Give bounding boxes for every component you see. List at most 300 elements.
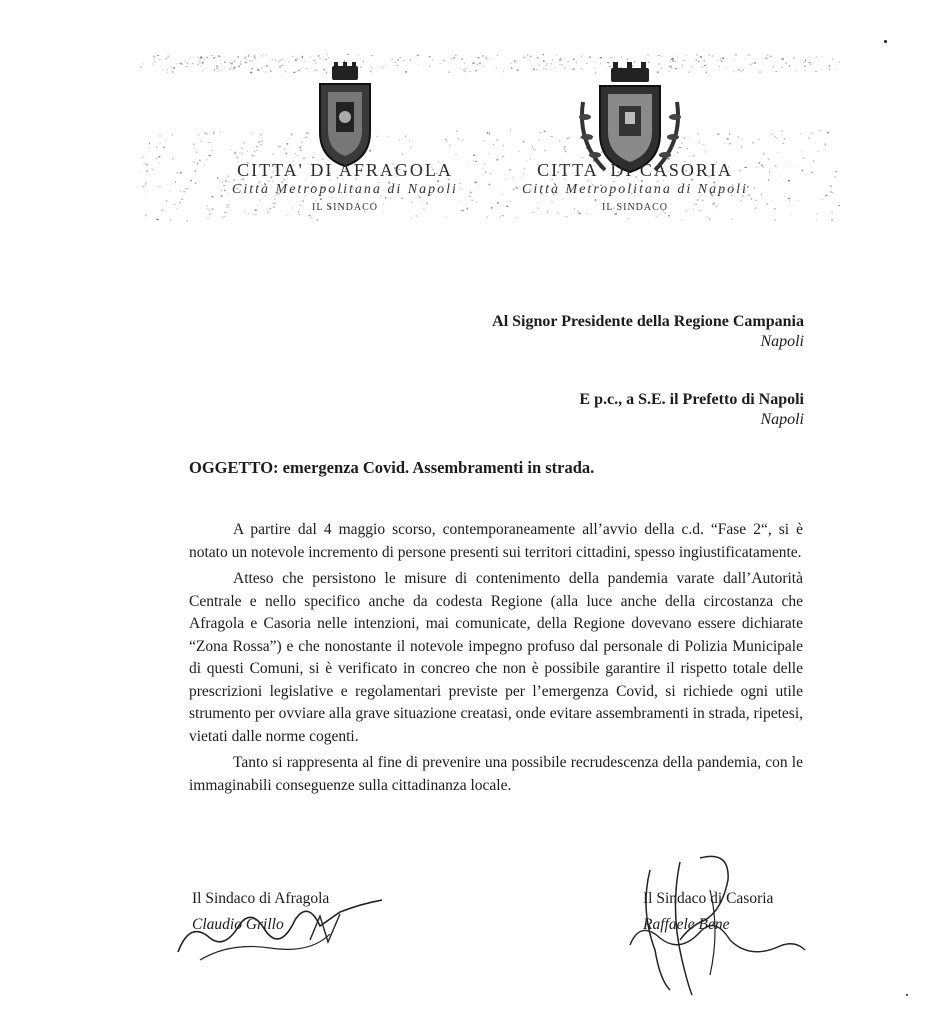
casoria-metro: Città Metropolitana di Napoli bbox=[522, 182, 748, 197]
noise-dot bbox=[225, 216, 226, 217]
noise-dot bbox=[150, 175, 151, 176]
noise-dot bbox=[537, 57, 538, 59]
noise-dot bbox=[357, 55, 359, 56]
noise-dot bbox=[230, 62, 231, 64]
noise-dot bbox=[429, 56, 431, 57]
noise-dot bbox=[700, 56, 702, 58]
noise-dot bbox=[143, 186, 144, 187]
noise-dot bbox=[774, 208, 775, 209]
noise-dot bbox=[464, 63, 465, 64]
noise-dot bbox=[482, 55, 484, 57]
noise-dot bbox=[658, 55, 660, 56]
noise-dot bbox=[197, 163, 198, 164]
noise-dot bbox=[403, 60, 404, 61]
noise-dot bbox=[280, 60, 281, 61]
noise-dot bbox=[450, 145, 451, 147]
noise-dot bbox=[251, 133, 253, 134]
noise-dot bbox=[615, 213, 617, 215]
noise-dot bbox=[200, 63, 201, 64]
noise-dot bbox=[243, 143, 245, 144]
noise-dot bbox=[405, 71, 407, 73]
noise-dot bbox=[314, 60, 316, 62]
noise-dot bbox=[567, 138, 568, 139]
noise-dot bbox=[489, 133, 490, 135]
noise-dot bbox=[487, 216, 488, 218]
noise-dot bbox=[709, 219, 710, 220]
noise-dot bbox=[405, 135, 406, 137]
noise-dot bbox=[213, 132, 214, 134]
noise-dot bbox=[261, 134, 262, 136]
noise-dot bbox=[543, 60, 545, 62]
noise-dot bbox=[202, 62, 204, 64]
noise-dot bbox=[543, 54, 545, 55]
noise-dot bbox=[497, 202, 499, 204]
noise-dot bbox=[725, 68, 726, 69]
noise-dot bbox=[463, 69, 465, 70]
noise-dot bbox=[693, 155, 695, 156]
noise-dot bbox=[165, 140, 166, 141]
noise-dot bbox=[546, 70, 548, 71]
noise-dot bbox=[804, 65, 805, 67]
noise-dot bbox=[189, 59, 191, 60]
noise-dot bbox=[278, 146, 280, 148]
noise-dot bbox=[318, 55, 320, 57]
recipient-name: E p.c., a S.E. il Prefetto di Napoli bbox=[579, 391, 804, 408]
noise-dot bbox=[445, 139, 447, 140]
noise-dot bbox=[152, 169, 154, 171]
noise-dot bbox=[805, 70, 807, 71]
noise-dot bbox=[308, 215, 310, 216]
noise-dot bbox=[204, 164, 205, 165]
noise-dot bbox=[692, 156, 693, 157]
noise-dot bbox=[200, 66, 201, 67]
noise-dot bbox=[298, 70, 300, 71]
noise-dot bbox=[170, 190, 171, 192]
noise-dot bbox=[704, 60, 705, 61]
noise-dot bbox=[327, 54, 328, 55]
noise-dot bbox=[490, 173, 492, 174]
noise-dot bbox=[797, 200, 798, 201]
noise-dot bbox=[172, 72, 173, 73]
noise-dot bbox=[249, 60, 250, 61]
noise-dot bbox=[256, 150, 257, 151]
noise-dot bbox=[815, 71, 817, 72]
noise-dot bbox=[729, 133, 730, 134]
noise-dot bbox=[265, 71, 266, 72]
noise-dot bbox=[154, 61, 156, 62]
noise-dot bbox=[516, 61, 517, 62]
noise-dot bbox=[709, 54, 710, 56]
noise-dot bbox=[273, 153, 274, 154]
noise-dot bbox=[628, 218, 630, 219]
casoria-mayor-label: IL SINDACO bbox=[601, 202, 668, 213]
noise-dot bbox=[831, 219, 833, 220]
noise-dot bbox=[246, 56, 247, 58]
noise-dot bbox=[231, 149, 232, 150]
noise-dot bbox=[181, 63, 183, 64]
noise-dot bbox=[734, 60, 735, 61]
noise-dot bbox=[775, 165, 777, 166]
noise-dot bbox=[824, 149, 825, 150]
noise-dot bbox=[211, 150, 212, 151]
noise-dot bbox=[443, 60, 445, 61]
noise-dot bbox=[702, 66, 703, 68]
noise-dot bbox=[721, 60, 722, 62]
noise-dot bbox=[214, 70, 215, 71]
noise-dot bbox=[511, 67, 513, 69]
noise-dot bbox=[795, 71, 796, 72]
noise-dot bbox=[568, 61, 570, 62]
noise-dot bbox=[832, 192, 833, 193]
noise-dot bbox=[190, 180, 192, 181]
noise-dot bbox=[776, 138, 777, 139]
noise-dot bbox=[238, 56, 239, 58]
noise-dot bbox=[198, 134, 199, 135]
noise-dot bbox=[537, 69, 538, 70]
noise-dot bbox=[176, 172, 178, 173]
noise-dot bbox=[683, 60, 685, 61]
noise-dot bbox=[284, 65, 285, 67]
noise-dot bbox=[780, 175, 781, 176]
noise-dot bbox=[186, 220, 188, 222]
noise-dot bbox=[254, 151, 255, 153]
noise-dot bbox=[211, 55, 213, 56]
noise-dot bbox=[157, 55, 159, 56]
noise-dot bbox=[741, 71, 743, 72]
noise-dot bbox=[326, 60, 327, 61]
noise-dot bbox=[483, 66, 484, 67]
noise-dot bbox=[551, 69, 552, 70]
noise-dot bbox=[240, 61, 241, 62]
noise-dot bbox=[218, 55, 220, 57]
noise-dot bbox=[216, 65, 218, 67]
noise-dot bbox=[292, 56, 293, 57]
noise-dot bbox=[153, 56, 155, 57]
noise-dot bbox=[252, 155, 254, 156]
noise-dot bbox=[813, 160, 814, 161]
noise-dot bbox=[746, 59, 747, 60]
noise-dot bbox=[821, 69, 822, 70]
noise-dot bbox=[146, 164, 148, 166]
noise-dot bbox=[207, 205, 208, 206]
noise-dot bbox=[173, 67, 175, 68]
noise-dot bbox=[712, 55, 714, 56]
noise-dot bbox=[559, 140, 560, 141]
noise-dot bbox=[233, 68, 235, 69]
noise-dot bbox=[165, 58, 167, 60]
noise-dot bbox=[566, 216, 568, 217]
noise-dot bbox=[245, 57, 246, 59]
noise-dot bbox=[816, 219, 817, 220]
handwritten-signature-casoria bbox=[610, 850, 810, 1000]
noise-dot bbox=[822, 56, 823, 58]
noise-dot bbox=[540, 132, 542, 133]
noise-dot bbox=[462, 140, 463, 141]
noise-dot bbox=[530, 64, 531, 65]
noise-dot bbox=[502, 156, 504, 158]
noise-dot bbox=[484, 163, 486, 164]
noise-dot bbox=[534, 149, 536, 150]
noise-dot bbox=[231, 68, 232, 69]
noise-dot bbox=[812, 133, 813, 134]
noise-dot bbox=[299, 147, 301, 149]
noise-dot bbox=[299, 214, 300, 215]
noise-dot bbox=[146, 171, 148, 172]
noise-dot bbox=[250, 72, 252, 74]
noise-dot bbox=[261, 55, 263, 56]
noise-dot bbox=[731, 219, 733, 220]
noise-dot bbox=[702, 144, 704, 145]
noise-dot bbox=[544, 131, 546, 132]
noise-dot bbox=[743, 69, 744, 71]
noise-dot bbox=[491, 207, 492, 209]
noise-dot bbox=[587, 213, 588, 214]
noise-dot bbox=[647, 55, 648, 56]
noise-dot bbox=[162, 210, 164, 211]
noise-dot bbox=[827, 132, 829, 134]
letter-body bbox=[189, 519, 803, 801]
noise-dot bbox=[402, 154, 403, 155]
noise-dot bbox=[302, 142, 303, 143]
noise-dot bbox=[460, 69, 461, 70]
noise-dot bbox=[770, 61, 771, 62]
noise-dot bbox=[245, 62, 247, 63]
noise-dot bbox=[156, 158, 158, 159]
noise-dot bbox=[262, 67, 263, 68]
noise-dot bbox=[688, 138, 689, 139]
noise-dot bbox=[224, 67, 225, 68]
noise-dot bbox=[550, 64, 552, 65]
noise-dot bbox=[154, 57, 155, 59]
noise-dot bbox=[800, 133, 801, 134]
noise-dot bbox=[144, 163, 145, 164]
noise-dot bbox=[772, 200, 773, 201]
noise-dot bbox=[284, 148, 285, 149]
noise-dot bbox=[222, 217, 223, 219]
noise-dot bbox=[788, 180, 790, 182]
noise-dot bbox=[748, 54, 750, 55]
noise-dot bbox=[791, 214, 792, 215]
noise-dot bbox=[301, 150, 302, 151]
noise-dot bbox=[140, 67, 141, 68]
noise-dot bbox=[198, 57, 199, 58]
noise-dot bbox=[838, 205, 840, 206]
noise-dot bbox=[171, 66, 172, 68]
noise-dot bbox=[696, 59, 698, 60]
noise-dot bbox=[395, 62, 396, 63]
noise-dot bbox=[530, 56, 532, 58]
noise-dot bbox=[473, 155, 475, 156]
noise-dot bbox=[668, 215, 670, 217]
noise-dot bbox=[266, 65, 268, 67]
noise-dot bbox=[159, 135, 160, 136]
noise-dot bbox=[429, 65, 430, 67]
noise-dot bbox=[533, 69, 535, 71]
noise-dot bbox=[722, 58, 724, 60]
noise-dot bbox=[762, 59, 763, 60]
noise-dot bbox=[774, 219, 776, 220]
noise-dot bbox=[397, 59, 399, 60]
noise-dot bbox=[759, 72, 761, 73]
noise-dot bbox=[699, 142, 700, 143]
noise-dot bbox=[784, 138, 786, 140]
noise-dot bbox=[392, 59, 393, 60]
noise-dot bbox=[272, 59, 274, 60]
noise-dot bbox=[248, 213, 249, 214]
noise-dot bbox=[796, 69, 797, 70]
noise-dot bbox=[213, 57, 215, 59]
noise-dot bbox=[279, 66, 281, 68]
noise-dot bbox=[830, 186, 832, 187]
noise-dot bbox=[237, 157, 238, 158]
noise-dot bbox=[729, 143, 731, 144]
noise-dot bbox=[803, 158, 805, 159]
noise-dot bbox=[234, 67, 236, 69]
noise-dot bbox=[517, 69, 519, 71]
noise-dot bbox=[288, 61, 289, 62]
noise-dot bbox=[254, 55, 256, 57]
noise-dot bbox=[224, 62, 226, 63]
noise-dot bbox=[738, 69, 740, 71]
noise-dot bbox=[186, 188, 188, 189]
noise-dot bbox=[432, 59, 433, 60]
noise-dot bbox=[186, 66, 188, 67]
noise-dot bbox=[546, 65, 547, 66]
recipient-city: Napoli bbox=[760, 411, 804, 428]
noise-dot bbox=[446, 141, 448, 143]
noise-dot bbox=[451, 58, 452, 59]
noise-dot bbox=[140, 171, 141, 172]
noise-dot bbox=[398, 140, 400, 141]
noise-dot bbox=[698, 133, 699, 134]
noise-dot bbox=[544, 150, 546, 151]
noise-dot bbox=[240, 63, 241, 65]
noise-dot bbox=[172, 135, 173, 136]
noise-dot bbox=[836, 69, 838, 70]
noise-dot bbox=[767, 54, 768, 55]
noise-dot bbox=[163, 146, 165, 148]
recipient-president bbox=[492, 312, 804, 352]
noise-dot bbox=[532, 146, 533, 148]
noise-dot bbox=[718, 59, 719, 61]
noise-dot bbox=[295, 59, 297, 61]
noise-dot bbox=[229, 69, 231, 70]
noise-dot bbox=[825, 143, 826, 145]
noise-dot bbox=[487, 132, 489, 134]
noise-dot bbox=[564, 146, 566, 148]
noise-dot bbox=[203, 69, 204, 70]
noise-dot bbox=[202, 71, 203, 72]
noise-dot bbox=[795, 166, 796, 167]
noise-dot bbox=[523, 141, 524, 143]
noise-dot bbox=[284, 149, 285, 150]
noise-dot bbox=[265, 54, 267, 55]
noise-dot bbox=[218, 67, 219, 68]
noise-dot bbox=[295, 153, 296, 154]
noise-dot bbox=[181, 199, 183, 200]
noise-dot bbox=[581, 56, 582, 57]
noise-dot bbox=[207, 218, 209, 219]
noise-dot bbox=[200, 58, 202, 60]
noise-dot bbox=[758, 139, 759, 141]
noise-dot bbox=[145, 191, 146, 193]
noise-dot bbox=[488, 153, 489, 154]
noise-dot bbox=[143, 157, 144, 158]
noise-dot bbox=[347, 54, 349, 55]
noise-dot bbox=[677, 56, 679, 57]
noise-dot bbox=[319, 58, 321, 59]
noise-dot bbox=[809, 62, 810, 63]
noise-dot bbox=[610, 57, 612, 58]
noise-dot bbox=[473, 63, 475, 64]
noise-dot bbox=[741, 146, 742, 148]
noise-dot bbox=[752, 142, 753, 144]
noise-dot bbox=[200, 141, 202, 142]
noise-dot bbox=[772, 134, 773, 135]
noise-dot bbox=[410, 59, 411, 61]
noise-dot bbox=[195, 148, 196, 149]
noise-dot bbox=[306, 132, 308, 133]
noise-dot bbox=[167, 69, 168, 70]
noise-dot bbox=[690, 66, 692, 67]
noise-dot bbox=[277, 60, 278, 61]
noise-dot bbox=[770, 56, 772, 57]
noise-dot bbox=[382, 67, 383, 68]
noise-dot bbox=[310, 57, 311, 58]
noise-dot bbox=[251, 68, 253, 69]
noise-dot bbox=[409, 139, 410, 141]
noise-dot bbox=[539, 65, 541, 66]
noise-dot bbox=[238, 66, 240, 68]
noise-dot bbox=[749, 64, 751, 65]
subject-line: OGGETTO: emergenza Covid. Assembramenti in strada. bbox=[189, 458, 595, 477]
noise-dot bbox=[180, 172, 182, 174]
noise-dot bbox=[765, 58, 767, 59]
noise-dot bbox=[516, 217, 517, 218]
noise-dot bbox=[802, 170, 803, 172]
noise-dot bbox=[285, 71, 286, 72]
noise-dot bbox=[458, 138, 459, 140]
noise-dot bbox=[461, 58, 462, 60]
noise-dot bbox=[524, 57, 526, 58]
noise-dot bbox=[247, 151, 248, 152]
noise-dot bbox=[727, 59, 728, 60]
noise-dot bbox=[483, 168, 484, 169]
noise-dot bbox=[209, 155, 211, 156]
noise-dot bbox=[160, 142, 161, 143]
noise-dot bbox=[412, 141, 413, 142]
noise-dot bbox=[287, 143, 289, 145]
noise-dot bbox=[818, 60, 819, 61]
afragola-city-name: CITTA' DI AFRAGOLA bbox=[237, 160, 453, 180]
noise-dot bbox=[440, 63, 441, 64]
noise-dot bbox=[773, 66, 774, 68]
noise-dot bbox=[311, 217, 312, 218]
noise-dot bbox=[818, 151, 819, 152]
noise-dot bbox=[193, 63, 194, 65]
noise-dot bbox=[805, 60, 806, 62]
noise-dot bbox=[510, 131, 511, 132]
noise-dot bbox=[539, 132, 540, 133]
noise-dot bbox=[801, 152, 802, 153]
noise-dot bbox=[456, 154, 457, 156]
noise-dot bbox=[777, 152, 778, 153]
noise-dot bbox=[241, 153, 242, 155]
noise-dot bbox=[763, 153, 764, 155]
noise-dot bbox=[220, 131, 221, 132]
noise-dot bbox=[568, 137, 570, 139]
noise-dot bbox=[774, 136, 775, 137]
